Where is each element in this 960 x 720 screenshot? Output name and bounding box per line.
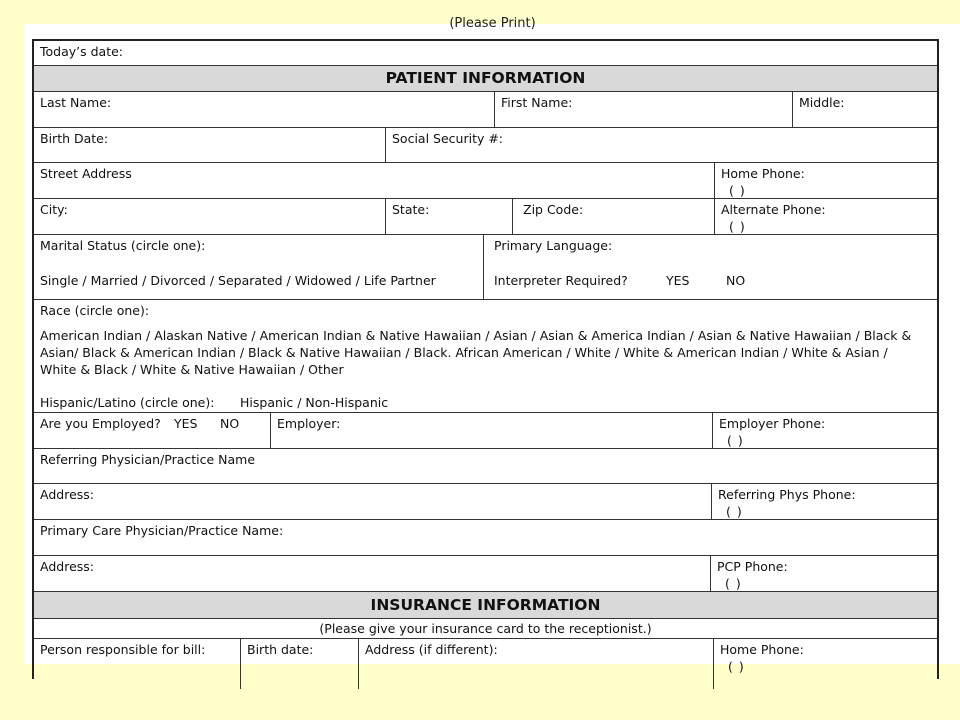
pcp-name-label: Primary Care Physician/Practice Name: [40,523,284,538]
referring-phone-field[interactable] [711,484,937,519]
responsible-birth-date-label: Birth date: [247,642,314,657]
ssn-label: Social Security #: [392,131,504,146]
alternate-phone-label: Alternate Phone: [721,202,826,217]
row-birth-ssn [34,128,937,163]
referring-physician-field[interactable] [34,449,937,483]
todays-date-label: Today’s date: [40,44,124,59]
row-name [34,92,937,128]
row-employment [34,413,937,449]
row-referring-physician [34,449,937,484]
marital-status-label: Marital Status (circle one): [40,238,206,253]
row-street [34,163,937,199]
row-responsible-party [34,639,937,689]
employed-field[interactable] [34,413,270,448]
street-address-field[interactable] [34,163,714,198]
home-phone-field[interactable] [714,163,937,198]
employer-field[interactable] [270,413,712,448]
employed-question: Are you Employed? [40,416,161,431]
person-responsible-field[interactable] [34,639,240,689]
marital-status-field[interactable] [34,235,483,299]
employer-phone-field[interactable] [712,413,937,448]
pcp-phone-label: PCP Phone: [717,559,788,574]
alternate-phone-field[interactable] [714,199,937,234]
home-phone-label: Home Phone: [721,166,805,181]
alternate-phone-area-code: ( ) [729,219,746,234]
employer-phone-area-code: ( ) [727,433,744,448]
race-options: American Indian / Alaskan Native / American Indian & Native Hawaiian / Asian / Asian & America Indian / Asian & Native Hawaiian / Black & Asian/ Black & American Indian / Black & Native Hawaiian / Black. African American / White / White & American Indian / White & Asian / White & Black / White & Native Hawaiian / Other [40,328,912,377]
interpreter-required-label: Interpreter Required? [494,273,628,288]
employed-yes-option[interactable]: YES [174,416,198,431]
street-address-label: Street Address [40,166,132,181]
city-label: City: [40,202,68,217]
home-phone-area-code: ( ) [729,183,746,198]
row-race [34,300,937,413]
employer-label: Employer: [277,416,341,431]
state-label: State: [392,202,430,217]
address-if-different-label: Address (if different): [365,642,498,657]
language-field[interactable] [483,235,937,299]
row-referring-address [34,484,937,520]
row-pcp-address [34,556,937,592]
patient-information-header: PATIENT INFORMATION [34,66,937,92]
print-note: (Please Print) [449,16,536,31]
insurance-information-header: INSURANCE INFORMATION [34,592,937,619]
birth-date-field[interactable] [34,128,385,162]
responsible-home-phone-area-code: ( ) [728,659,745,674]
insurance-card-note: (Please give your insurance card to the receptionist.) [34,619,937,639]
row-todays-date [34,41,937,66]
person-responsible-label: Person responsible for bill: [40,642,206,657]
referring-phone-area-code: ( ) [726,504,743,519]
middle-name-field[interactable] [792,92,937,127]
referring-physician-label: Referring Physician/Practice Name [40,452,256,467]
state-field[interactable] [385,199,512,234]
pcp-address-label: Address: [40,559,94,574]
row-city [34,199,937,235]
last-name-label: Last Name: [40,95,112,110]
patient-form [32,39,939,679]
responsible-birth-date-field[interactable] [240,639,358,689]
birth-date-label: Birth Date: [40,131,109,146]
employer-phone-label: Employer Phone: [719,416,826,431]
responsible-home-phone-field[interactable] [713,639,937,689]
pcp-name-field[interactable] [34,520,937,555]
referring-phone-label: Referring Phys Phone: [718,487,856,502]
interpreter-yes-option[interactable]: YES [666,273,690,288]
interpreter-no-option[interactable]: NO [726,273,746,288]
row-marital-language [34,235,937,300]
referring-address-label: Address: [40,487,94,502]
responsible-home-phone-label: Home Phone: [720,642,804,657]
race-field[interactable] [34,300,937,412]
address-if-different-field[interactable] [358,639,713,689]
pcp-phone-area-code: ( ) [725,576,742,591]
hispanic-latino-label: Hispanic/Latino (circle one): [40,395,215,410]
middle-label: Middle: [799,95,845,110]
form-page [25,16,960,674]
last-name-field[interactable] [34,92,494,127]
employed-no-option[interactable]: NO [220,416,240,431]
hispanic-options: Hispanic / Non-Hispanic [240,395,389,410]
zip-code-field[interactable] [512,199,714,234]
pcp-phone-field[interactable] [710,556,937,591]
pcp-address-field[interactable] [34,556,710,591]
primary-language-label: Primary Language: [494,238,613,253]
first-name-field[interactable] [494,92,792,127]
todays-date-field[interactable] [34,41,937,65]
marital-status-options: Single / Married / Divorced / Separated / Widowed / Life Partner [40,273,436,288]
referring-address-field[interactable] [34,484,711,519]
zip-code-label: Zip Code: [523,202,584,217]
first-name-label: First Name: [501,95,573,110]
race-label: Race (circle one): [40,303,150,318]
city-field[interactable] [34,199,385,234]
ssn-field[interactable] [385,128,937,162]
row-pcp-name [34,520,937,556]
